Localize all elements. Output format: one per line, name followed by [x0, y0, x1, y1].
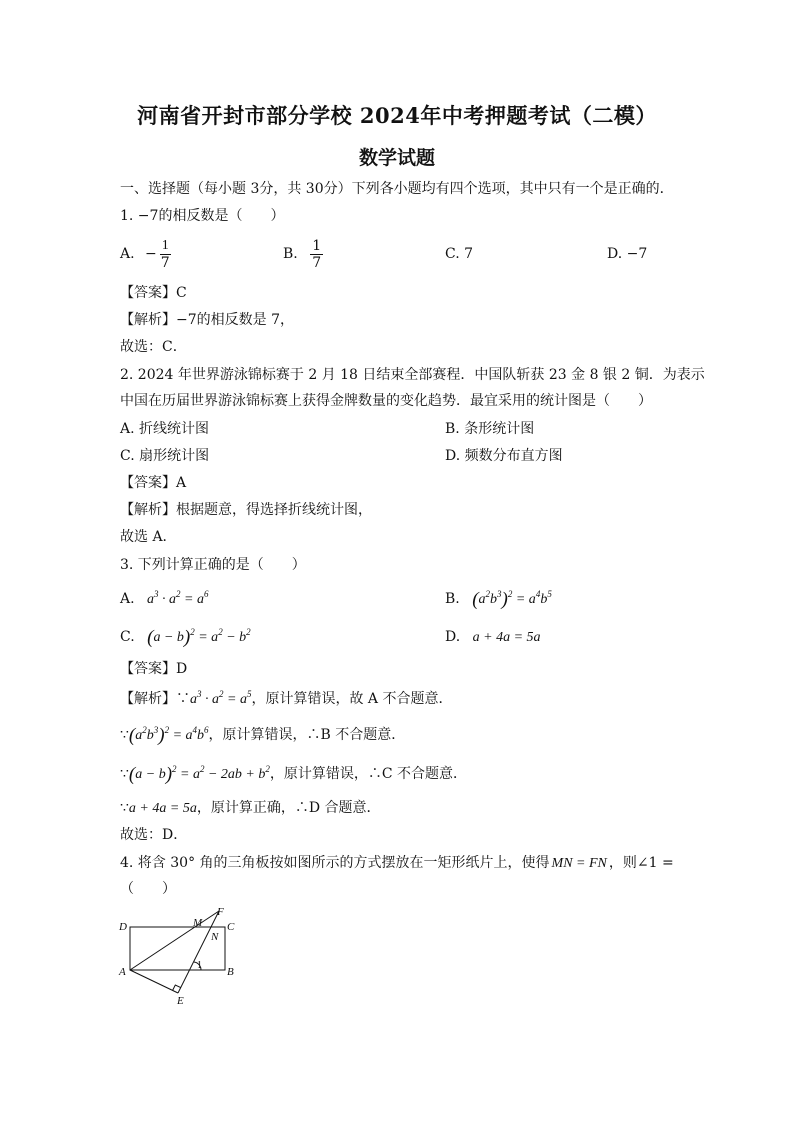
- q2-option-c: C. 扇形统计图: [120, 448, 210, 464]
- q2-option-b: B. 条形统计图: [445, 421, 535, 437]
- q3-analysis-b-expr: $(a^2b^3)^2 = a^4b^6$: [128, 725, 209, 746]
- q4-stem-text: 4. 将含 30° 角的三角板按如图所示的方式摆放在一矩形纸片上，使得: [120, 855, 550, 871]
- because-symbol: ∵: [176, 691, 190, 707]
- q3-analysis-d-text: ，原计算正确，∴D 合题意．: [196, 800, 381, 816]
- q3-analysis-d: [120, 799, 381, 818]
- q1-answer: 【答案】C: [120, 285, 187, 301]
- q3-stem: 3. 下列计算正确的是（ ）: [120, 557, 306, 573]
- q3-option-d-label: D.: [445, 629, 461, 645]
- label-c: C: [227, 921, 235, 933]
- q1-option-b: [283, 236, 325, 272]
- q3-option-b: [445, 590, 552, 609]
- hypotenuse-af: [130, 911, 219, 970]
- q3-analysis-a-text: ，原计算错误，故 A 不合题意．: [251, 691, 453, 707]
- q3-option-a: [120, 590, 208, 609]
- q4-stem-line1: [120, 854, 674, 873]
- because-symbol: ∵: [120, 766, 129, 782]
- q3-analysis-c-expr: $(a - b)^2 = a^2 - 2ab + b^2$: [128, 764, 270, 785]
- page-subtitle: 数学试题: [358, 147, 435, 169]
- label-e: E: [177, 995, 184, 1007]
- label-b: B: [227, 966, 234, 978]
- q1-option-b-fraction: [310, 238, 323, 271]
- q1-option-b-numerator: 1: [312, 237, 322, 254]
- q3-answer: 【答案】D: [120, 661, 188, 677]
- page-title: 河南省开封市部分学校 2024年中考押题考试（二模）: [137, 103, 657, 128]
- q1-option-a-label: A.: [120, 246, 135, 262]
- q3-option-b-expr: $(a^2b^3)^2 = a^4b^5$: [472, 589, 552, 610]
- q2-stem-line2: 中国在历届世界游泳锦标赛上获得金牌数量的变化趋势．最宜采用的统计图是（ ）: [120, 393, 652, 409]
- q3-option-a-expr: $a^3 \cdot a^2 = a^6$: [147, 589, 209, 607]
- q2-option-a: A. 折线统计图: [120, 421, 210, 437]
- label-d: D: [119, 921, 127, 933]
- leg-ae: [130, 970, 178, 993]
- q1-option-a-denominator: 7: [160, 254, 170, 271]
- q3-analysis-prefix: 【解析】: [120, 691, 176, 707]
- q1-option-a-sign: −: [145, 246, 157, 262]
- q3-option-c-label: C.: [120, 629, 135, 645]
- q1-analysis: 【解析】−7的相反数是 7，: [120, 312, 294, 328]
- q3-option-c-expr: $(a - b)^2 = a^2 - b^2$: [147, 627, 251, 648]
- q1-option-a: [120, 236, 174, 272]
- q4-stem-line2: （ ）: [120, 881, 176, 897]
- q1-stem: 1. −7的相反数是（ ）: [120, 208, 285, 224]
- q1-conclusion: 故选：C．: [120, 339, 187, 355]
- q3-analysis-c-text: ，原计算错误，∴C 不合题意．: [269, 766, 468, 782]
- label-n: N: [211, 931, 219, 943]
- q1-option-a-fraction: [159, 238, 172, 271]
- label-m: M: [193, 917, 203, 929]
- q3-analysis-d-expr: a + 4a = 5a: [128, 801, 197, 816]
- q3-option-d: [445, 628, 541, 647]
- q1-option-b-denominator: 7: [312, 254, 322, 271]
- q3-analysis-c: [120, 765, 467, 784]
- label-f: F: [217, 906, 224, 918]
- q2-conclusion: 故选 A．: [120, 529, 177, 545]
- q4-figure: [115, 905, 250, 1010]
- q2-option-d: D. 频数分布直方图: [445, 448, 563, 464]
- q3-option-c: [120, 628, 251, 647]
- q1-option-a-numerator: 1: [161, 237, 169, 253]
- because-symbol: ∵: [120, 800, 129, 816]
- section-heading: 一、选择题（每小题 3分，共 30分）下列各小题均有四个选项，其中只有一个是正确的．: [120, 181, 674, 197]
- q2-stem-line1: 2. 2024 年世界游泳锦标赛于 2 月 18 日结束全部赛程．中国队斩获 23 金 8 银 2 铜．为表示: [120, 367, 705, 383]
- because-symbol: ∵: [120, 727, 129, 743]
- q3-analysis-a-expr: $a^3 \cdot a^2 = a^5$: [190, 689, 252, 707]
- label-angle-1: 1: [197, 960, 202, 971]
- q1-option-c: C. 7: [445, 246, 474, 262]
- q3-option-d-expr: a + 4a = 5a: [472, 630, 541, 645]
- q3-analysis-b: [120, 726, 405, 745]
- q1-option-b-label: B.: [283, 246, 298, 262]
- label-a: A: [119, 966, 126, 978]
- q2-analysis: 【解析】根据题意，得选择折线统计图，: [120, 502, 372, 518]
- q3-conclusion: 故选：D．: [120, 827, 188, 843]
- q3-analysis-a: [120, 690, 452, 709]
- q3-option-b-label: B.: [445, 591, 460, 607]
- q3-option-a-label: A.: [120, 591, 135, 607]
- q4-stem-end: ，则∠1 =: [608, 855, 674, 871]
- q4-stem-equation: MN = FN: [551, 856, 607, 871]
- q3-analysis-b-text: ，原计算错误，∴B 不合题意．: [208, 727, 406, 743]
- q1-option-d: D. −7: [607, 246, 648, 262]
- q2-answer: 【答案】A: [120, 475, 187, 491]
